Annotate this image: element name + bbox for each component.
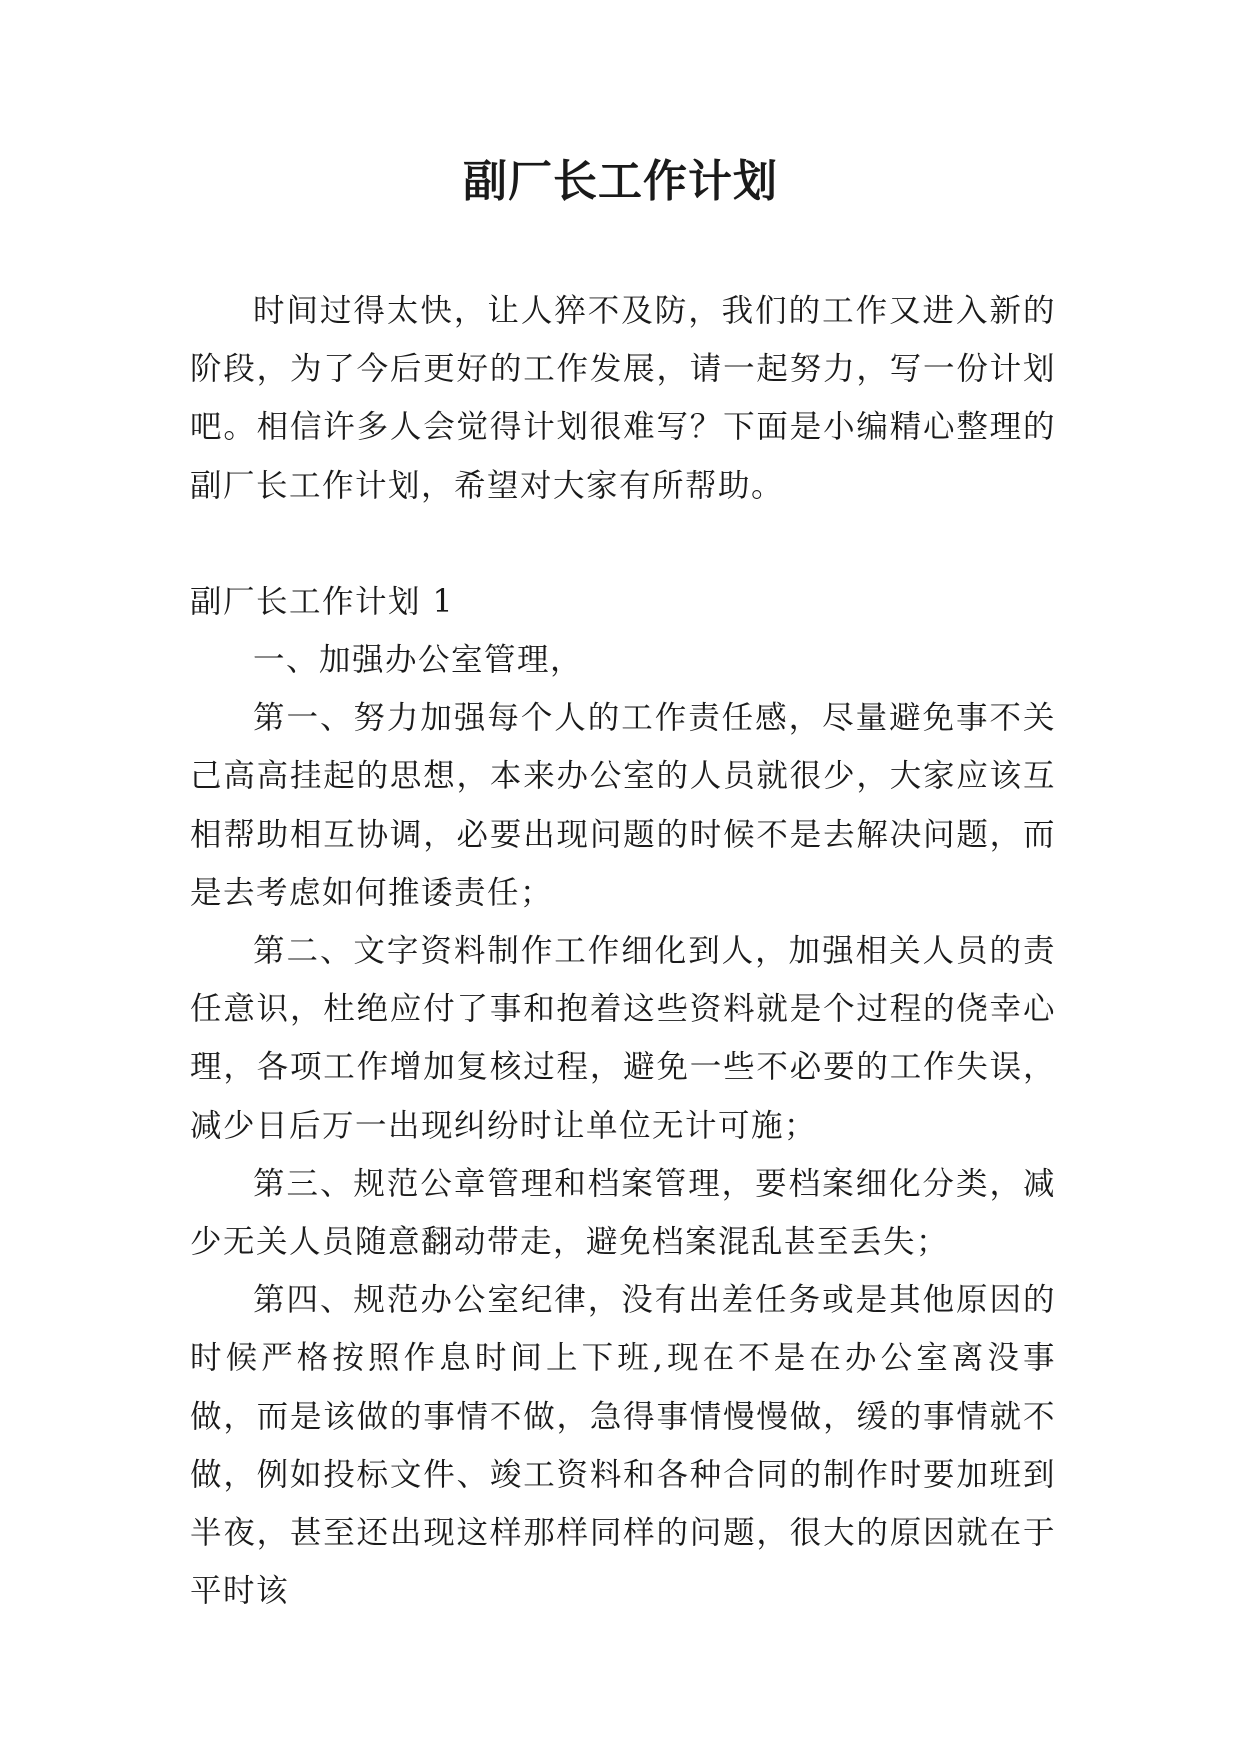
document-body (190, 282, 1056, 1620)
section-heading: 副厂长工作计划 1 (190, 583, 455, 620)
subheading: 一、加强办公室管理， (253, 642, 584, 679)
intro-paragraph: 时间过得太快，让人猝不及防，我们的工作又进入新的阶段，为了今后更好的工作发展，请一起努力，写一份计划吧。相信许多人会觉得计划很难写？下面是小编精心整理的副厂长工作计划，希望对大家有所帮助。 (190, 293, 1056, 504)
body-paragraph-4: 第四、规范办公室纪律，没有出差任务或是其他原因的时候严格按照作息时间上下班,现在不是在办公室离没事做，而是该做的事情不做，急得事情慢慢做，缓的事情就不做，例如投标文件、竣工资料和各种合同的制作时要加班到半夜，甚至还出现这样那样同样的问题，很大的原因就在于平时该 (190, 1282, 1056, 1610)
body-paragraph-3: 第三、规范公章管理和档案管理，要档案细化分类，减少无关人员随意翻动带走，避免档案混乱甚至丢失； (190, 1165, 1056, 1261)
document-title: 副厂长工作计划 (463, 156, 778, 207)
body-paragraph-1: 第一、努力加强每个人的工作责任感，尽量避免事不关己高高挂起的思想，本来办公室的人员就很少，大家应该互相帮助相互协调，必要出现问题的时候不是去解决问题，而是去考虑如何推诿责任； (190, 700, 1056, 911)
body-paragraph-2: 第二、文字资料制作工作细化到人，加强相关人员的责任意识，杜绝应付了事和抱着这些资料就是个过程的侥幸心理，各项工作增加复核过程，避免一些不必要的工作失误，减少日后万一出现纠纷时让单位无计可施； (190, 933, 1056, 1144)
